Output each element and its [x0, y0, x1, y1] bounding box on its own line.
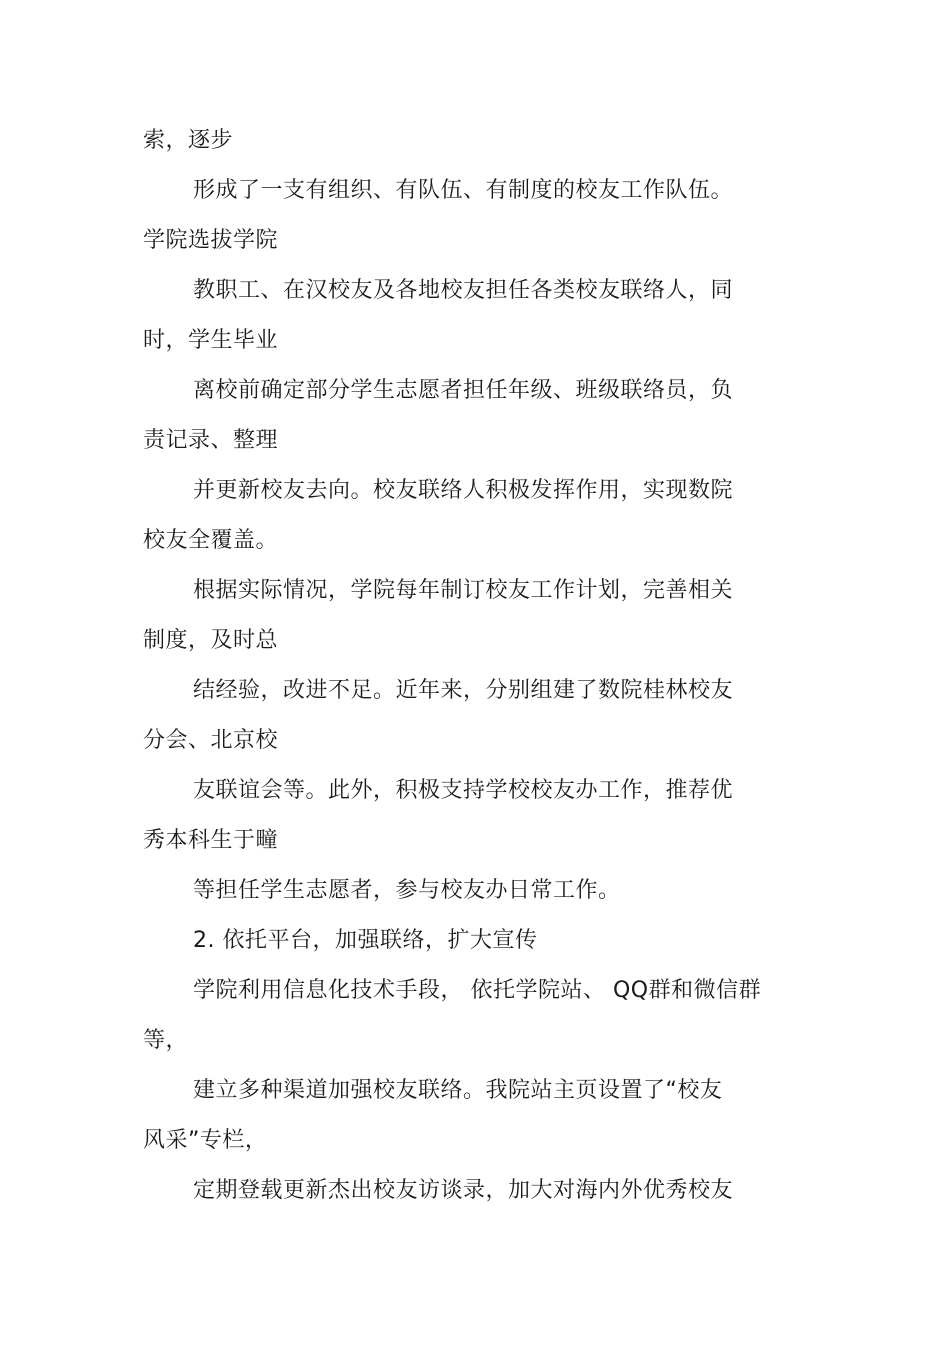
text-line: 索，逐步 — [143, 128, 234, 153]
text-line: 分会、北京校 — [143, 728, 279, 753]
text-line: 根据实际情况，学院每年制订校友工作计划，完善相关 — [193, 578, 734, 603]
text-line: 学院选拔学院 — [143, 228, 279, 253]
text-line: 制度，及时总 — [143, 628, 279, 653]
text-line: 形成了一支有组织、有队伍、有制度的校友工作队伍。 — [193, 178, 734, 203]
text-line: 定期登载更新杰出校友访谈录，加大对海内外优秀校友 — [193, 1178, 734, 1203]
text-line: 离校前确定部分学生志愿者担任年级、班级联络员，负 — [193, 378, 734, 403]
text-line: 校友全覆盖。 — [143, 528, 279, 553]
text-line: 等， — [143, 1028, 189, 1053]
text-line: 并更新校友去向。校友联络人积极发挥作用，实现数院 — [193, 478, 734, 503]
text-line: 责记录、整理 — [143, 428, 279, 453]
text-line: 教职工、在汉校友及各地校友担任各类校友联络人，同 — [193, 278, 734, 303]
text-line: 学院利用信息化技术手段， 依托学院站、 QQ群和微信群 — [193, 978, 762, 1003]
text-line: 建立多种渠道加强校友联络。我院站主页设置了“校友 — [193, 1078, 723, 1103]
text-line: 风采”专栏， — [143, 1128, 268, 1153]
text-line: 友联谊会等。此外，积极支持学校校友办工作，推荐优 — [193, 778, 734, 803]
section-heading: 2. 依托平台，加强联络，扩大宣传 — [193, 928, 538, 953]
text-line: 时，学生毕业 — [143, 328, 279, 353]
text-line: 结经验，改进不足。近年来，分别组建了数院桂林校友 — [193, 678, 734, 703]
text-line: 秀本科生于疃 — [143, 828, 279, 853]
text-line: 等担任学生志愿者，参与校友办日常工作。 — [193, 878, 621, 903]
